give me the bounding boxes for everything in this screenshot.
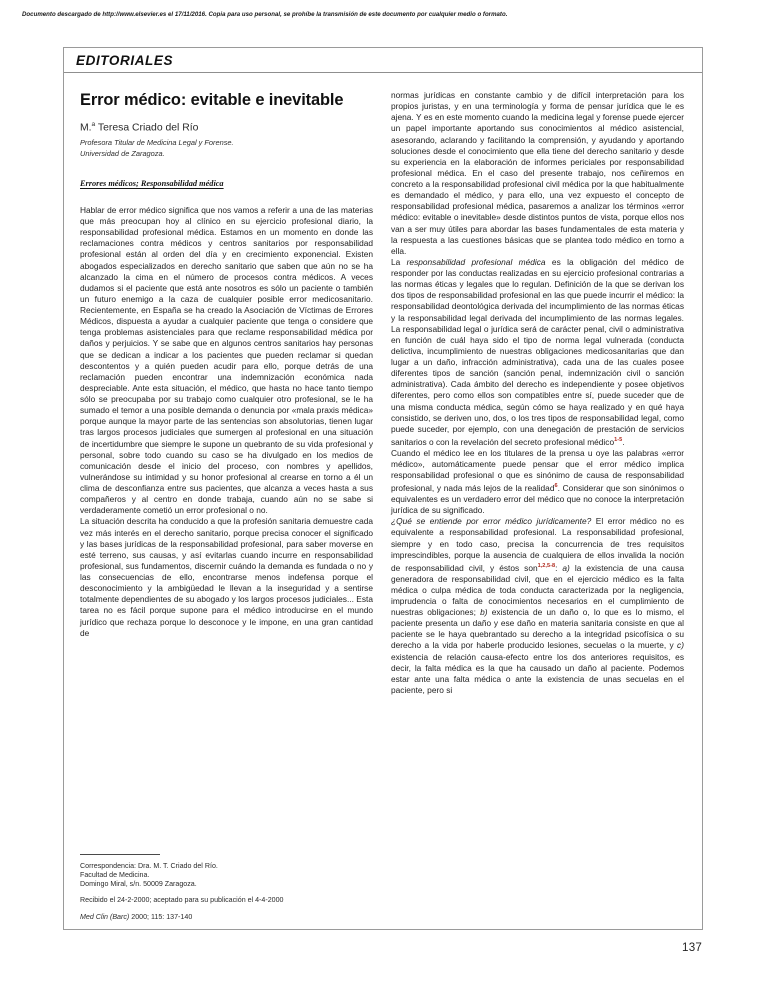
text-run: es la obligación del médico de responder por las conductas realizadas en su ejercicio profesional contrarias a las normas éticas y legales que lo regulan. Definición de la que se derivan los dos tipos de responsabilidad profesional en las que puede incurrir el médico: la responsabilidad deontológica derivada del incumplimiento de las normas éticas y la responsabilidad legal derivada del incumplimiento de las normas legales. La responsabilidad legal o jurídica será de carácter penal, civil o administrativa en función de cuál haya sido el tipo de norma legal vulnerada (conducta delictiva, incumplimiento de nuestras obligaciones medicosanitarias que dan lugar a un daño, infracción administrativa), cada una de las cuales posee diferentes tipos de sanción (sanción penal, indemnización civil o sanción administrativa). Cada ámbito del derecho es independiente y posee objetivos diferentes, pero como ellos son compatibles entre sí, puede suceder que de una misma conducta médica, según cómo se haya realizado y en qué haya consistido, se deriven uno, dos, o los tres tipos de responsabilidad legal, como puede suceder, por ejemplo, con una denegación de prestación de servicios sanitarios o con la revelación del secreto profesional médico (391, 256, 684, 447)
affiliation-line-2: Universidad de Zaragoza. (80, 148, 165, 158)
text-run: normas jurídicas en constante cambio y de difícil interpretación para los propios juristas, y en una terminología y forma de pensar jurídica que le es ajena. Y es en este momento cuando la medicina legal y forense puede ejercer un papel importante aportando sus conocimientos al médico asistencial, asesorando, aclarando y facilitando la comprensión, y ayudando y aportando soluciones desde el conocimiento que ella tiene del derecho sanitario y desde su experiencia en la elaboración de informes periciales por responsabilidad profesional médica. En el caso del presente trabajo, nos ceñiremos en concreto a la responsabilidad profesional civil médica por la que habitualmente es demandado el médico, y para ello, una vez expuesto el concepto de responsabilidad profesional médica, pasaremos a analizar los términos «error médico: evitable o inevitable» desde distintos puntos de vista, porque ellos nos van a ser muy útiles para abordar las bases fundamentales de esta materia y la respuesta a las cuestiones básicas que se plantea todo médico en torno a ella. (391, 90, 684, 256)
paragraph (391, 448, 684, 517)
paragraph: La situación descrita ha conducido a que la profesión sanitaria demuestre cada vez más interés en el derecho sanitario, porque precisa conocer el significado y las bases jurídicas de la responsabilidad profesional, para saber moverse en esté terreno, sus causas, y así evitarlas cuando incurre en responsabilidad profesional, sus fundamentos, discernir cuándo la demanda es fundada o no y las consecuencias de ello, encontrarse menos indefensa porque el desconocimiento y la ambigüedad le llevan a la inseguridad y a sentirse totalmente dependientes de su abogado y los largos procesos judiciales... Esta tarea no es fácil porque supone para el médico introducirse en el mundo jurídico que rechaza porque lo desconoce y le impone, en una gran cantidad de (80, 516, 373, 638)
text-run: . Considerar que son sinónimos o equivalentes es un verdadero error del médico que no conoce la interpretación jurídica de su significado. (391, 482, 685, 516)
article-keywords: Errores médicos; Responsabilidad médica (80, 178, 224, 188)
reference-superscript: 6 (554, 483, 558, 490)
text-run: existencia de un daño o, lo que es lo mismo, el paciente presenta un daño y ese daño en materia sanitaria consiste en que al paciente se le haya quebrantado su derecho a la integridad psicofísica o su derecho a la vida por haberle producido lesiones, secuelas o la muerte, y (391, 607, 684, 651)
text-run: La (391, 256, 407, 267)
text-run: existencia de relación causa-efecto entre los dos anteriores requisitos, es decir, la falta médica es la que ha causado un daño al paciente. Podemos estar ante una falta médica o ante la existencia de unas secuelas en el paciente, pero si (391, 651, 684, 695)
article-author (80, 121, 373, 133)
emphasised-term: ¿Qué se entiende por error médico jurídicamente? (391, 516, 592, 527)
emphasised-term: a) (562, 562, 570, 573)
footnote-rule (80, 854, 160, 855)
received-accepted-dates: Recibido el 24-2-2000; aceptado para su publicación el 4-4-2000 (80, 896, 284, 905)
text-run: la existencia de una causa generadora de responsabilidad civil, que en el ejercicio médico es la falta médica o culpa médica de toda conducta caracterizada por la negligencia, imprudencia o falta de conocimientos necesarios en el cumplimiento de nuestras obligaciones; (391, 562, 685, 618)
page-number: 137 (682, 941, 702, 954)
author-name-rest: Teresa Criado del Río (95, 122, 199, 134)
right-column (391, 90, 684, 922)
left-column (80, 90, 373, 922)
affiliation-line-1: Profesora Titular de Medicina Legal y Forense. (80, 138, 234, 148)
page-frame (63, 47, 703, 930)
download-source-banner: Documento descargado de http://www.elsevier.es el 17/11/2016. Copia para uso personal, se prohíbe la transmisión de este documento por cualquier medio o formato. (22, 11, 508, 18)
text-run: El error médico no es equivalente a responsabilidad profesional. La responsabilidad profesional, siempre y en todo caso, precisa la concurrencia de tres requisitos imprescindibles, porque la ausencia de cualquiera de ellos invalida la noción de responsabilidad civil, y éstos son (391, 516, 684, 573)
article-title: Error médico: evitable e inevitable (80, 91, 344, 109)
article-columns (64, 73, 702, 930)
text-run: : (555, 562, 563, 573)
text-run: . (622, 436, 625, 447)
journal-citation (80, 913, 373, 922)
left-column-body (80, 205, 373, 639)
paragraph (391, 516, 684, 696)
journal-name: Med Clin (Barc) (80, 912, 130, 921)
journal-volume-pages: 2000; 115: 137-140 (129, 912, 193, 921)
section-header-label: EDITORIALES (76, 52, 174, 68)
right-column-body (391, 90, 684, 696)
text-run: Cuando el médico lee en los titulares de la prensa u oye las palabras «error médico», automáticamente puede pensar que el error médico implica responsabilidad profesional o que es sinónimo de causa de responsabilidad profesional, y nada más lejos de la realidad (391, 447, 684, 493)
emphasised-term: c) (677, 640, 684, 651)
emphasised-term: b) (480, 607, 488, 618)
correspondence-line-3: Domingo Miral, s/n. 50009 Zaragoza. (80, 880, 197, 889)
correspondence-line-2: Facultad de Medicina. (80, 870, 150, 879)
section-header-band (64, 48, 702, 73)
paragraph (391, 90, 684, 257)
emphasised-term: responsabilidad profesional médica (406, 256, 546, 267)
author-name-prefix: M. (80, 122, 92, 134)
article-affiliation (80, 138, 373, 158)
paragraph: Hablar de error médico significa que nos vamos a referir a una de las materias que más preocupan hoy al clínico en su ejercicio profesional diario, la responsabilidad profesional médica. Estamos en un momento en donde las reclamaciones contra médicos y centros sanitarios por responsabilidad profesional están al orden del día y en crecimiento exponencial. Existen abogados especializados en derecho sanitario que saben que aún no se ha alcanzado la cima en el número de procesos contra médicos. A veces dudamos si el paciente que está ante nosotros es sólo un paciente o también un futuro enemigo a la caza de cualquier posible error medicosanitario. Recientemente, en España se ha creado la Asociación de Víctimas de Errores Médicos, dispuesta a ayudar a cualquier paciente que tenga o considere que tenga problemas asistenciales para que reclame responsabilidad médica por daños y perjuicios. Y se sabe que en algunos centros sanitarios hay personas que se dedican a indicar a los pacientes que pueden reclamar si quedan descontentos y a quién pueden acudir para ello, porque detrás de una reclamación pueden encontrar una indemnización económica nada despreciable. Ante esta situación, el médico, que hasta no hace tanto tiempo sólo se preocupaba por su trabajo como cualquier otro profesional, se le ha sumado el temor a una posible demanda o denuncia por «mala praxis médica» porque aunque la mayor parte de las sentencias son absolutorias, tienen lugar tras largos procesos judiciales que sumergen al profesional en una situación de incertidumbre que siempre le supone un quebranto de su vida profesional y personal, sobre todo cuando su caso se ha divulgado en los medios de comunicación desde el inicio del proceso, con nombres y apellidos, vulnerándose su intimidad y su honor profesional al crearse en torno a él un clima de desconfianza entre sus pacientes, que alcanza a veces hasta a sus compañeros y al centro en donde trabaja, cuando aún no se sabe si verdaderamente cometió un error profesional o no. (80, 204, 373, 516)
reference-superscript: 1-5 (614, 436, 623, 443)
paragraph (391, 257, 684, 448)
correspondence-footnote (80, 850, 373, 922)
author-ordinal-superscript: a (91, 121, 96, 128)
reference-superscript: 1,2,5-8 (537, 562, 556, 569)
correspondence-line-1: Correspondencia: Dra. M. T. Criado del Río. (80, 861, 218, 870)
